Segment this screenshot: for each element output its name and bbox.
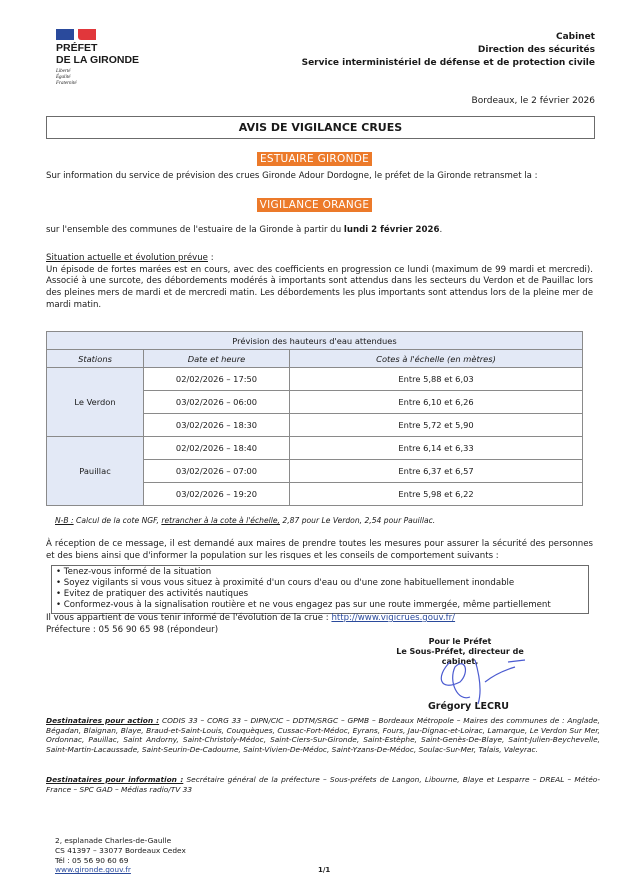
datetime-cell: 02/02/2026 – 18:40 [144,437,290,460]
zone-badge-wrap [0,152,629,166]
logo-line-2: DE LA GIRONDE [56,54,140,66]
level-cell: Entre 5,98 et 6,22 [290,483,583,506]
note-underlined: retrancher à la cote à l'échelle, [161,516,280,525]
recipients-info-list: Secrétaire général de la préfecture – Sous-préfets de Langon, Libourne, Blaye et Lesparre – DREAL – Météo-France – SPC GAD – Médias radio/TV 33 [46,775,600,794]
logo-devise [56,69,139,87]
devise-liberte: Liberté [56,69,71,74]
scope-end: . [439,225,443,235]
datetime-cell: 03/02/2026 – 19:20 [144,483,290,506]
column-header-datetime: Date et heure [144,350,290,368]
datetime-cell: 03/02/2026 – 18:30 [144,414,290,437]
footer-city: CS 41397 – 33077 Bordeaux Cedex [55,845,186,855]
logo-line-1: PRÉFET [56,42,98,54]
vigilance-level-badge: VIGILANCE ORANGE [257,198,373,212]
scope-text-main: sur l'ensemble des communes de l'estuaire de la Gironde à partir du [46,225,344,235]
level-cell: Entre 6,10 et 6,26 [290,391,583,414]
situation-section [46,253,593,312]
situation-heading: Situation actuelle et évolution prévue [46,253,208,263]
column-header-stations: Stations [47,350,144,368]
station-cell: Pauillac [47,437,144,506]
vigicrues-link[interactable]: http://www.vigicrues.gouv.fr/ [331,613,456,623]
devise-fraternite: Fraternité [56,81,77,86]
service-direction: Direction des sécurités [477,45,595,55]
water-level-forecast-table [46,331,583,506]
column-header-levels: Cotes à l'échelle (en mètres) [290,350,583,368]
scope-text [46,225,593,237]
logo-title [56,42,139,66]
advice-item: • Conformez-vous à la signalisation routière et ne vous engagez pas sur une route immergée, même partiellement [56,600,551,610]
document-title: AVIS DE VIGILANCE CRUES [46,116,595,139]
behaviour-advice-box [51,565,589,614]
flag-red-band [78,29,96,40]
recipients-information [46,775,600,794]
intro-text: Sur information du service de prévision des crues Gironde Adour Dordogne, le préfet de la Gironde retransmet la : [46,171,538,181]
signature-line-2: Le Sous-Préfet, directeur de cabinet, [396,647,524,666]
place-date: Bordeaux, le 2 février 2026 [471,96,595,106]
signature-line-1: Pour le Préfet [428,637,492,646]
prefecture-phone: Préfecture : 05 56 90 65 98 (répondeur) [46,624,219,635]
signatory-name: Grégory LECRU [428,701,509,712]
prefecture-logo [56,29,139,87]
advice-item: • Soyez vigilants si vous vous situez à proximité d'un cours d'eau ou d'une zone habituellement inondable [56,578,515,588]
recipients-action [46,716,600,754]
level-cell: Entre 6,14 et 6,33 [290,437,583,460]
note-text-2: 2,87 pour Le Verdon, 2,54 pour Pauillac. [279,516,436,525]
issuing-service [302,31,595,70]
station-cell: Le Verdon [47,368,144,437]
note-text-1: Calcul de la cote NGF, [73,516,162,525]
level-badge-wrap [0,198,629,212]
level-cell: Entre 5,88 et 6,03 [290,368,583,391]
situation-heading-suffix: : [207,253,214,263]
followup-section [46,613,593,636]
footer-phone: Tél : 05 56 90 60 69 [55,855,129,865]
table-row [47,368,583,391]
note-label: N-B : [55,516,74,525]
page-number: 1/1 [318,866,331,874]
recipients-info-label: Destinataires pour information : [46,775,184,784]
datetime-cell: 03/02/2026 – 06:00 [144,391,290,414]
advice-item: • Evitez de pratiquer des activités nautiques [56,589,249,599]
zone-badge: ESTUAIRE GIRONDE [257,152,372,166]
datetime-cell: 03/02/2026 – 07:00 [144,460,290,483]
footer-street: 2, esplanade Charles-de-Gaulle [55,836,172,845]
table-row [47,437,583,460]
service-cabinet: Cabinet [555,32,595,42]
scope-date: lundi 2 février 2026 [343,225,440,235]
situation-body: Un épisode de fortes marées est en cours, avec des coefficients en progression ce lundi (maximum de 99 mardi et mercredi). Associé à une surcote, des débordements modérés à importants sont attendus dans les secteurs du Verdon et de Pauillac lors des pleines mers de mardi et de mercredi matin. Les débordements les plus importants sont attendus lors de la pleine mer de mardi matin. [46,264,593,310]
datetime-cell: 02/02/2026 – 17:50 [144,368,290,391]
table-title: Prévision des hauteurs d'eau attendues [47,332,583,350]
devise-egalite: Égalité [56,75,71,80]
followup-text: Il vous appartient de vous tenir informé de l'évolution de la crue : [46,613,332,623]
mayors-request: À réception de ce message, il est demandé aux maires de prendre toutes les mesures pour assurer la sécurité des personnes et des biens ainsi que d'informer la population sur les risques et les conseils de comportement suivants : [46,539,593,561]
recipients-action-list: CODIS 33 – CORG 33 – DIPN/CIC – DDTM/SRGC – GPMB – Bordeaux Métropole – Maires des communes de : Anglade, Bégadan, Blaignan, Blaye, Braud-et-Saint-Louis, Couquèques, Cussac-Fort-Médoc, Eyrans, Fours, Jau-Dignac-et-Loirac, Lamarque, Le Verdon Sur Mer, Ordonnac, Pauillac, Saint Andorny, Saint-Christoly-Médoc, Saint-Ciers-Sur-Gironde, Saint-Estèphe, Saint-Genès-De-Blaye, Saint-Julien-Beychevelle, Saint-Martin-Lacaussade, Saint-Seurin-De-Cadourne, Saint-Vivien-De-Médoc, Saint-Yzans-De-Médoc, Soulac-Sur-Mer, Talais, Valeyrac. [46,716,600,754]
footer-website-link[interactable]: www.gironde.gouv.fr [55,865,131,875]
recipients-action-label: Destinataires pour action : [46,716,160,725]
service-siddpc: Service interministériel de défense et de protection civile [301,58,595,68]
french-flag-icon [56,29,96,40]
footer-address [55,836,186,875]
table-note [55,516,435,525]
advice-item: • Tenez-vous informé de la situation [56,567,212,577]
flag-blue-band [56,29,74,40]
level-cell: Entre 6,37 et 6,57 [290,460,583,483]
handwritten-signature-icon [430,652,530,707]
level-cell: Entre 5,72 et 5,90 [290,414,583,437]
